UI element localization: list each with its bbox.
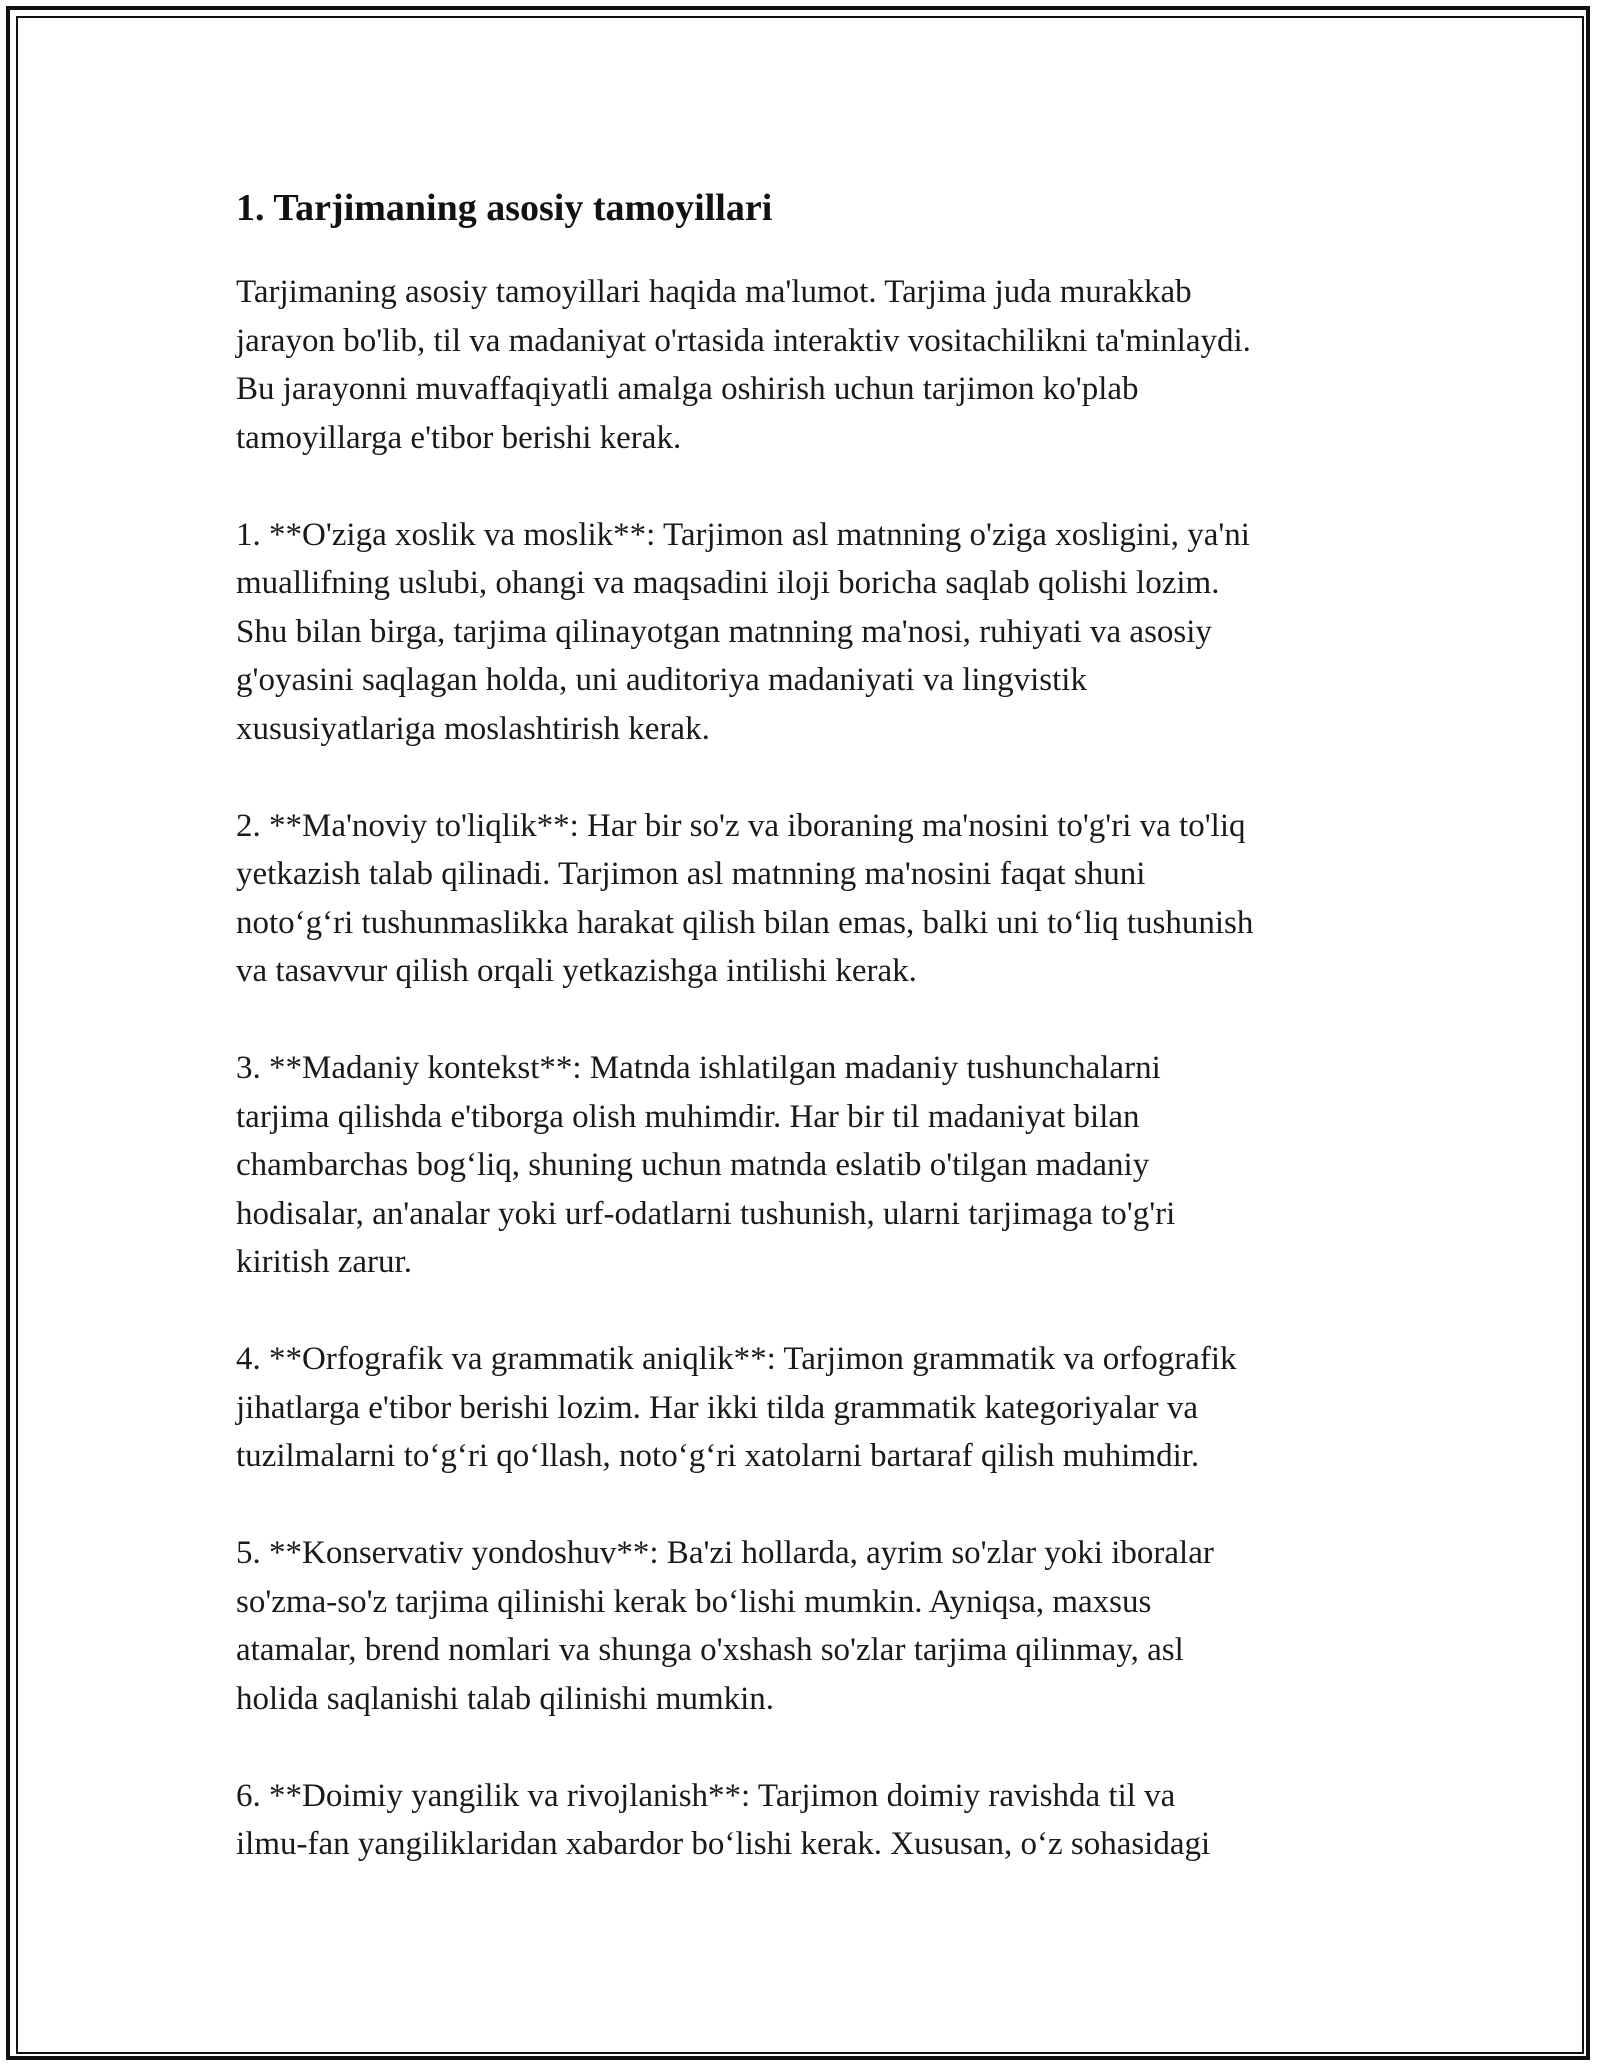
paragraph-line: tamoyillarga e'tibor berishi kerak.	[236, 419, 682, 456]
principle-paragraph-2	[236, 802, 1396, 996]
paragraph-line: g'oyasini saqlagan holda, uni auditoriya madaniyati va lingvistik	[236, 662, 1087, 698]
paragraph-line: 4. **Orfografik va grammatik aniqlik**: Tarjimon grammatik va orfografik	[236, 1341, 1237, 1377]
paragraph-line: xususiyatlariga moslashtirish kerak.	[236, 710, 710, 747]
paragraph-line: 5. **Konservativ yondoshuv**: Ba'zi hollarda, ayrim so'zlar yoki iboralar	[236, 1535, 1214, 1571]
paragraph-line: Shu bilan birga, tarjima qilinayotgan matnning ma'nosi, ruhiyati va asosiy	[236, 613, 1212, 650]
paragraph-line: Bu jarayonni muvaffaqiyatli amalga oshirish uchun tarjimon ko'plab	[236, 371, 1139, 407]
paragraph-line: noto‘g‘ri tushunmaslikka harakat qilish bilan emas, balki uni to‘liq tushunish	[236, 904, 1254, 941]
paragraph-line: holida saqlanishi talab qilinishi mumkin.	[236, 1680, 775, 1717]
paragraph-line: 2. **Ma'noviy to'liqlik**: Har bir so'z va iboraning ma'nosini to'g'ri va to'liq	[236, 807, 1246, 844]
paragraph-line: hodisalar, an'analar yoki urf-odatlarni tushunish, ularni tarjimaga to'g'ri	[236, 1195, 1176, 1232]
principle-paragraph-5	[236, 1529, 1396, 1723]
section-heading: 1. Tarjimaning asosiy tamoyillari	[236, 187, 773, 229]
principle-paragraph-3	[236, 1044, 1396, 1287]
paragraph-line: va tasavvur qilish orqali yetkazishga intilishi kerak.	[236, 953, 917, 989]
paragraph-line: 1. **O'ziga xoslik va moslik**: Tarjimon asl matnning o'ziga xosligini, ya'ni	[236, 516, 1250, 553]
paragraph-line: chambarchas bog‘liq, shuning uchun matnda eslatib o'tilgan madaniy	[236, 1147, 1150, 1183]
paragraph-line: yetkazish talab qilinadi. Tarjimon asl matnning ma'nosini faqat shuni	[236, 856, 1146, 892]
paragraph-line: ilmu-fan yangiliklaridan xabardor bo‘lishi kerak. Xususan, o‘z sohasidagi	[236, 1826, 1211, 1862]
paragraph-line: 3. **Madaniy kontekst**: Matnda ishlatilgan madaniy tushunchalarni	[236, 1050, 1161, 1086]
paragraph-line: tarjima qilishda e'tiborga olish muhimdir. Har bir til madaniyat bilan	[236, 1098, 1140, 1135]
paragraph-line: 6. **Doimiy yangilik va rivojlanish**: Tarjimon doimiy ravishda til va	[236, 1777, 1176, 1814]
document-content	[236, 184, 1396, 1917]
paragraph-line: kiritish zarur.	[236, 1244, 412, 1280]
paragraph-line: tuzilmalarni to‘g‘ri qo‘llash, noto‘g‘ri xatolarni bartaraf qilish muhimdir.	[236, 1438, 1200, 1474]
paragraph-line: jihatlarga e'tibor berishi lozim. Har ikki tilda grammatik kategoriyalar va	[236, 1389, 1199, 1426]
paragraph-line: atamalar, brend nomlari va shunga o'xshash so'zlar tarjima qilinmay, asl	[236, 1632, 1184, 1668]
paragraph-line: Tarjimaning asosiy tamoyillari haqida ma'lumot. Tarjima juda murakkab	[236, 274, 1192, 310]
paragraph-line: muallifning uslubi, ohangi va maqsadini iloji boricha saqlab qolishi lozim.	[236, 565, 1220, 601]
principle-paragraph-1	[236, 511, 1396, 754]
principle-paragraph-4	[236, 1335, 1396, 1481]
paragraph-line: jarayon bo'lib, til va madaniyat o'rtasida interaktiv vositachilikni ta'minlaydi.	[236, 322, 1251, 359]
intro-paragraph	[236, 268, 1396, 462]
principle-paragraph-6	[236, 1772, 1396, 1869]
paragraph-line: so'zma-so'z tarjima qilinishi kerak bo‘lishi mumkin. Ayniqsa, maxsus	[236, 1583, 1152, 1620]
